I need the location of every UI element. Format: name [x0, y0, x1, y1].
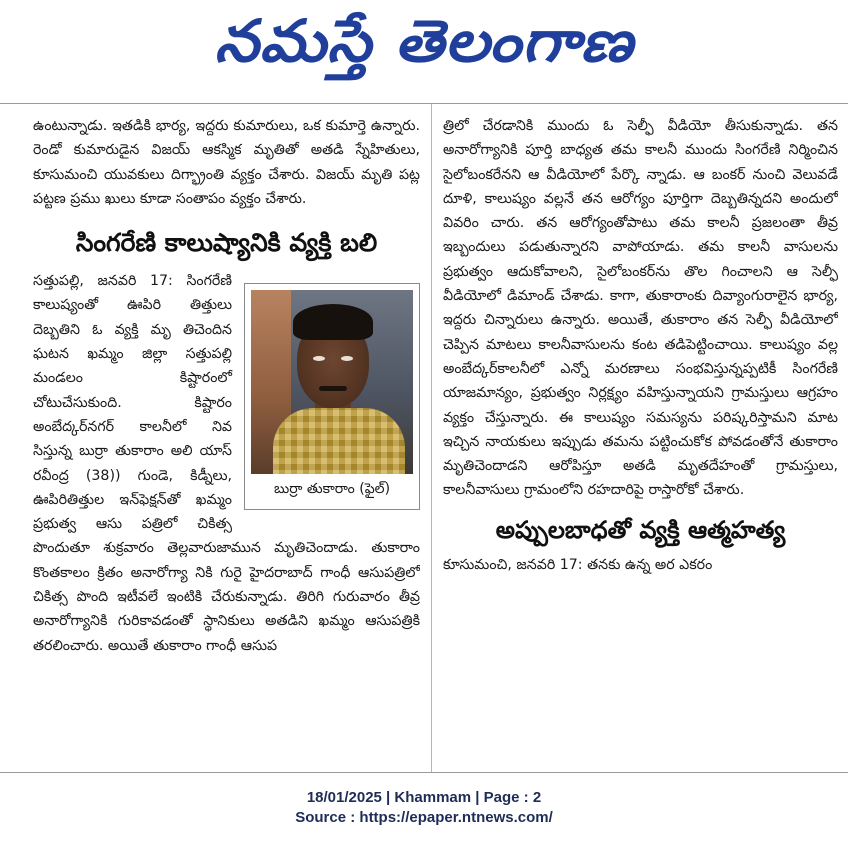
photo-caption: బుర్రా తుకారాం (ఫైల్) — [273, 481, 391, 498]
page-footer — [0, 788, 848, 828]
article-clipping — [0, 103, 848, 773]
second-article-lead: కూసుమంచి, జనవరి 17: తనకు ఉన్న అర ఎకరం — [443, 556, 713, 573]
masthead — [0, 0, 848, 96]
edition-info: 18/01/2025 | Khammam | Page : 2 — [306, 789, 542, 806]
previous-article-tail: ఉంటున్నాడు. ఇతడికి భార్య, ఇద్దరు కుమారులు, ఒక కుమార్తె ఉన్నారు. రెండో కుమారుడైన విజయ్ ఆకస్మిక మృతితో అతడి స్నేహితులు, కూసుమంచి యువకులు దిగ్భ్రాంతి వ్యక్తం చేశారు. విజయ్ మృతి పట్ల పట్టణ ప్రము ఖులు కూడా సంతాపం వ్యక్తం చేశారు. — [33, 118, 420, 207]
article-headline: సింగరేణి కాలుష్యానికి వ్యక్తి బలి — [75, 228, 378, 258]
right-column — [443, 104, 838, 772]
source-link[interactable]: Source : https://epaper.ntnews.com/ — [295, 809, 553, 826]
photo-box — [244, 283, 420, 510]
column-divider — [431, 104, 432, 772]
person-photo — [251, 290, 413, 474]
second-article-headline: అప్పులబాధతో వ్యక్తి ఆత్మహత్య — [495, 515, 786, 544]
article-body-continued: త్రిలో చేరడానికి ముందు ఓ సెల్ఫీ వీడియో తీసుకున్నాడు. తన అనారోగ్యానికి పూర్తి బాధ్యత తమ కాలనీ ముందు సింగరేణి నిర్మించిన సైలోబంకరేనని ఆ వీడియోలో పేర్కొ న్నాడు. ఆ బంకర్ నుంచి వెలువడే దూళి, కాలుష్యం వల్లనే తన ఆరోగ్యం పూర్తిగా దెబ్బతిన్నదని అందులో వివరిం చారు. తన ఆరోగ్యంతోపాటు తమ కాలనీ ప్రజలంతా తీవ్ర ఇబ్బందులు పడుతున్నారని వాపోయాడు. తమ కాలనీ వాసులను ప్రభుత్వం ఆదుకోవాలని, సైలోబంకర్‌ను తొల గించాలని ఆ సెల్ఫీ వీడియోలో డిమాండ్ చేశాడు. కాగా, తుకారాంకు దివ్యాంగురాలైన భార్య, ఇద్దరు చిన్నారులు ఉన్నారు. అయితే, తుకారాం తన సెల్ఫీ వీడియోలో చెప్పిన మాటలు కాలనీవాసులను కంట తడిపెట్టించాయి. కాలుష్యం వల్ల అంబేద్కర్‌కాలనీలో ఎన్నో మరణాలు సంభవిస్తున్నప్పటికీ సింగరేణి యాజమాన్యం, ప్రభుత్వం నిర్లక్ష్యం వహిస్తున్నాయని గ్రామస్తులు ఆగ్రహం వ్యక్తం చేస్తున్నారు. ఈ కాలుష్యం సమస్యను పరిష్కరిస్తామని మాట ఇచ్చిన నాయకులు ఇప్పుడు తమను పట్టించుకోక పోవడంతోనే తుకారాం మృతిచెందాడని ఆరోపిస్తూ అతడి మృతదేహంతో గ్రామస్తులు, కాలనీవాసులు గ్రామంలోని రహదారిపై రాస్తారోకో చేశారు. — [443, 118, 838, 499]
left-column — [33, 104, 420, 772]
newspaper-logo: నమస్తే తెలంగాణ — [214, 6, 634, 75]
article-body: సత్తుపల్లి, జనవరి 17: సింగరేణి కాలుష్యంతో ఊపిరి తిత్తులు దెబ్బతిని ఓ వ్యక్తి మృ తిచెందిన ఘటన ఖమ్మం జిల్లా సత్తుపల్లి మండలం కిష్టారంలో చోటుచేసుకుంది. కిష్టారం అంబేద్కర్‌నగర్ కాలనీలో నివ సిస్తున్న బుర్రా తుకారాం అలి యాస్ రవీంద్ర (38)) గుండె, కిడ్నీలు, ఊపిరితిత్తుల ఇన్‌ఫెక్షన్‌తో ఖమ్మం ప్రభుత్వ ఆసు పత్రిలో చికిత్స పొందుతూ శుక్రవారం తెల్లవారుజామున మృతిచెందాడు. తుకారాం కొంతకాలం క్రితం అనారోగ్యా నికి గురై హైదరాబాద్ గాంధీ ఆసుపత్రిలో చికిత్స పొంది ఇటీవలే ఇంటికి చేరుకున్నాడు. తిరిగి గురువారం తీవ్ర అనారోగ్యానికి గురికావడంతో స్థానికులు అతడిని ఖమ్మం ఆసుపత్రికి తరలించారు. అయితే తుకారాం గాంధీ ఆసుప — [33, 273, 420, 654]
